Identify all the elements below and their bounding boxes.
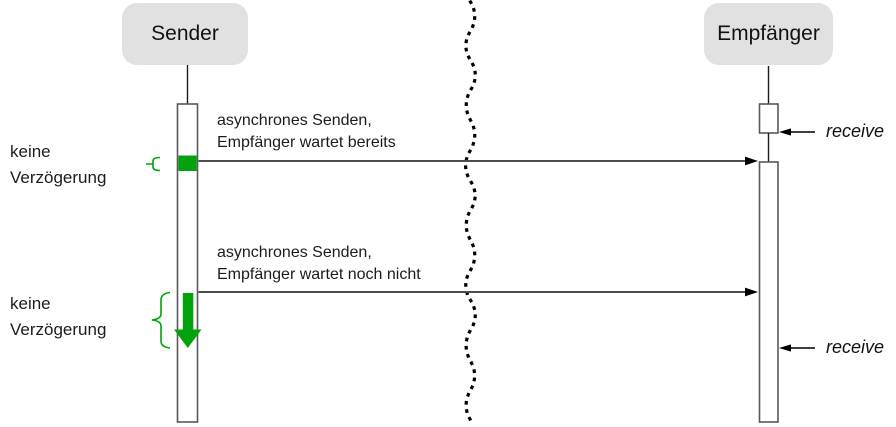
receive-label-2: receive — [826, 337, 885, 357]
delay-annotation-1-line1: keine — [10, 142, 51, 161]
message-arrow-1 — [199, 157, 759, 166]
receive-pointer-1 — [779, 128, 815, 135]
actor-label-empfaenger: Empfänger — [717, 22, 820, 45]
receiver-activation-bar — [760, 162, 779, 422]
send-delay-marker-green — [178, 156, 196, 172]
message-arrowhead-1 — [745, 157, 758, 166]
actor-head-empfaenger — [704, 3, 833, 65]
sender-activation-bar — [178, 104, 198, 422]
spatial-separation-wavy-line — [466, 2, 476, 420]
message-label-2 — [217, 242, 421, 286]
message-arrowhead-2 — [745, 288, 758, 297]
message-label-2-line2: Empfänger wartet noch nicht — [217, 266, 421, 283]
delay-annotation-2 — [10, 291, 106, 343]
receiver-wait-box — [760, 104, 779, 133]
message-label-2-line1: asynchrones Senden, — [217, 244, 372, 261]
delay-brace-small — [146, 158, 160, 171]
actor-head-sender — [122, 3, 248, 65]
delay-annotation-1 — [10, 139, 106, 191]
receive-label-1: receive — [826, 121, 885, 141]
receive-pointer-2 — [779, 344, 815, 351]
delay-annotation-2-line1: keine — [10, 294, 51, 313]
message-label-1-line1: asynchrones Senden, — [217, 112, 372, 129]
message-arrow-2 — [199, 288, 759, 297]
message-label-1-line2: Empfänger wartet bereits — [217, 134, 396, 151]
delay-annotation-2-line2: Verzögerung — [10, 320, 107, 339]
actor-label-sender: Sender — [151, 22, 219, 45]
delay-brace-large — [152, 293, 170, 349]
delay-annotation-1-line2: Verzögerung — [10, 168, 107, 187]
message-label-1 — [217, 110, 396, 154]
